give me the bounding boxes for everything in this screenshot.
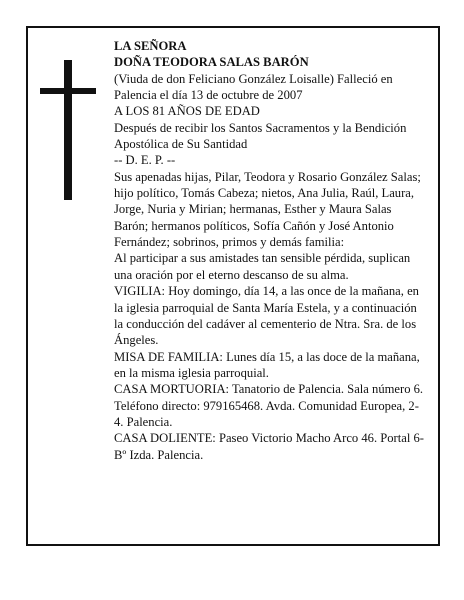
- widow-info: (Viuda de don Feliciano González Loisalle) Falleció en Palencia el día 13 de octubre de 2007: [114, 71, 393, 103]
- sacraments-line: Después de recibir los Santos Sacramentos y la Bendición Apostólica de Su Santidad: [114, 120, 407, 152]
- heading-title: LA SEÑORA: [114, 39, 187, 53]
- obituary-text: [114, 38, 426, 463]
- family-mass-info: MISA DE FAMILIA: Lunes día 15, a las doce de la mañana, en la misma iglesia parroquial.: [114, 349, 420, 380]
- prayer-request: Al participar a sus amistades tan sensible pérdida, suplican una oración por el eterno descanso de su alma.: [114, 251, 411, 282]
- grieving-home-info: CASA DOLIENTE: Paseo Victorio Macho Arco 46. Portal 6-Bº Izda. Palencia.: [114, 431, 424, 462]
- family-list: Sus apenadas hijas, Pilar, Teodora y Rosario González Salas; hijo político, Tomás Cabeza; nietos, Ana Julia, Raúl, Laura, Jorge, Nuria y Mirian; hermanas, Esther y Maura Salas Barón; hermanos políticos, Sofía Cañón y José Antonio Fernández; sobrinos, primos y demás familia:: [114, 169, 421, 250]
- deceased-name: DOÑA TEODORA SALAS BARÓN: [114, 55, 309, 70]
- cross-horizontal-bar: [40, 88, 96, 94]
- vigil-info: VIGILIA: Hoy domingo, día 14, a las once de la mañana, en la iglesia parroquial de Santa María Estela, y a continuación la conducción del cadáver al cementerio de Ntra. Sra. de los Ángeles.: [114, 284, 419, 348]
- funeral-home-info: CASA MORTUORIA: Tanatorio de Palencia. Sala número 6. Teléfono directo: 979165468. Avda. Comunidad Europea, 2-4. Palencia.: [114, 382, 424, 429]
- age-line: A LOS 81 AÑOS DE EDAD: [114, 104, 260, 119]
- rip-line: -- D. E. P. --: [114, 153, 176, 168]
- cross-vertical-bar: [64, 60, 72, 200]
- cross-icon: [40, 60, 96, 200]
